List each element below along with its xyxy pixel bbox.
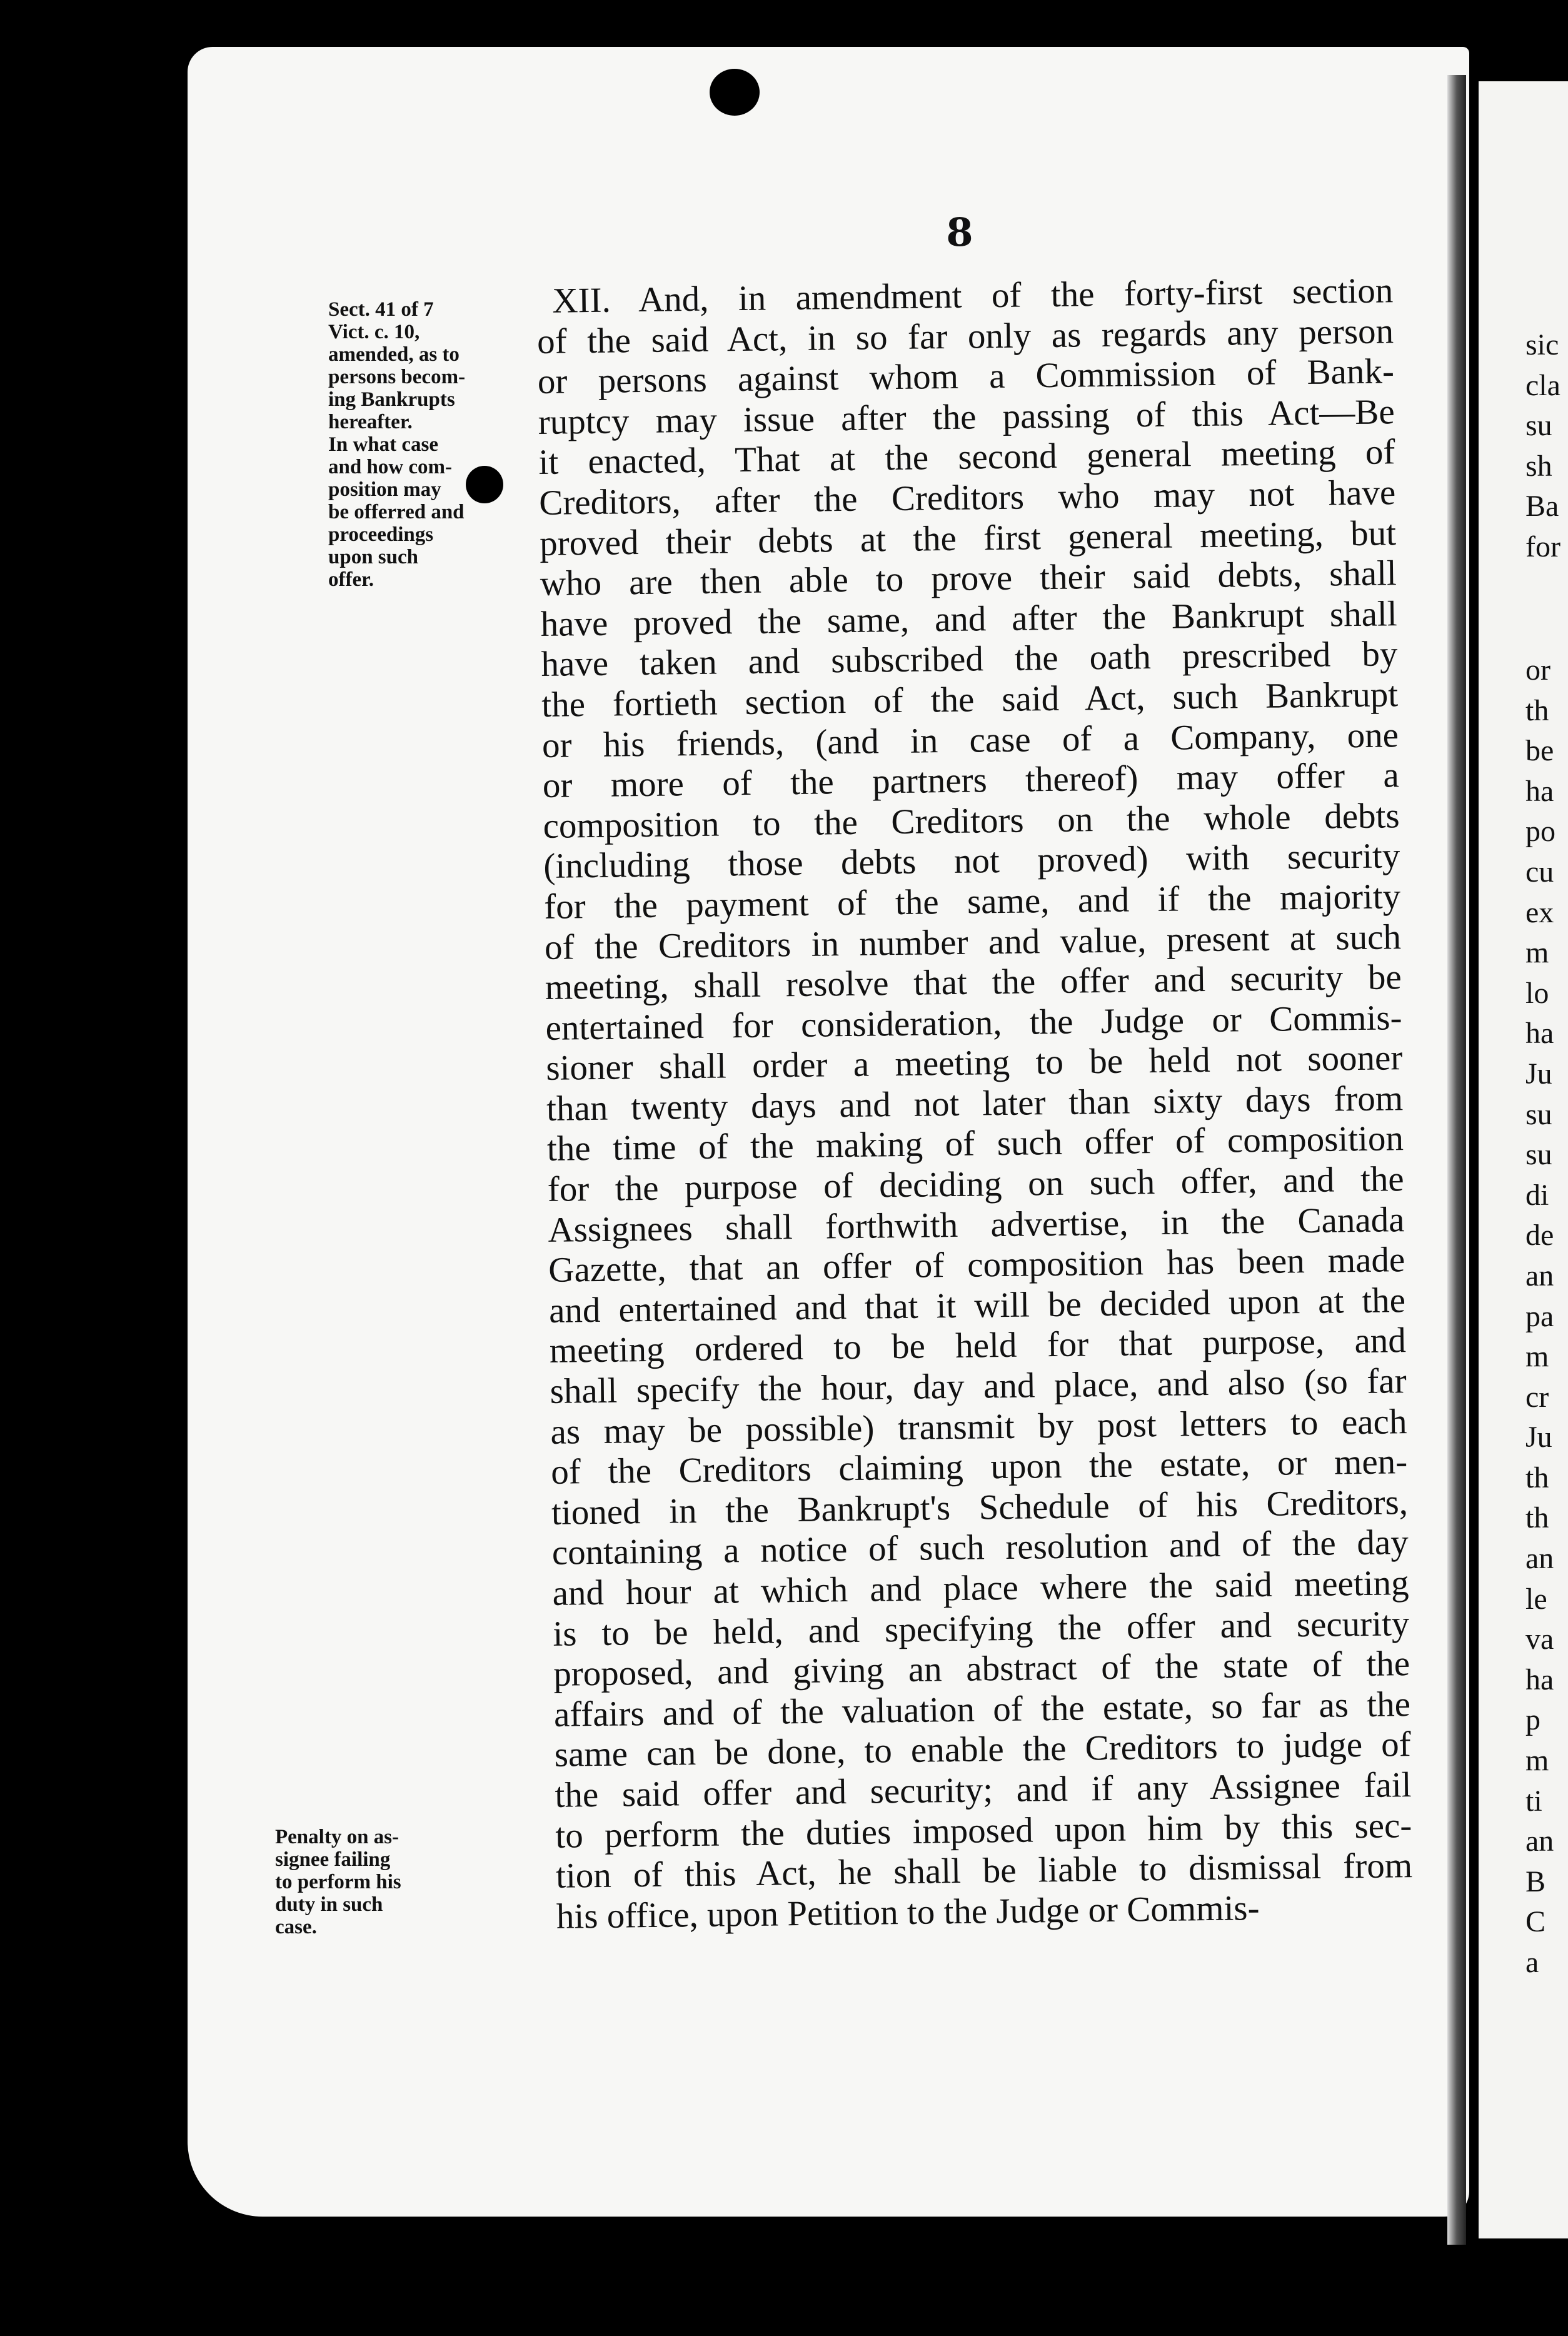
facing-fragment: su [1525,1097,1552,1131]
page-gutter [1447,75,1466,2245]
facing-fragment: su [1525,409,1552,443]
sidenote-line: signee failing [275,1848,391,1871]
body-line: Assignees shall forthwith advertise, in the Canada [548,1199,1405,1250]
facing-fragment: or [1525,653,1550,687]
facing-fragment: a [1525,1946,1539,1979]
body-line: have taken and subscribed the oath prescribed by [541,634,1398,685]
body-line: who are then able to prove their said debts, shall [540,553,1397,604]
body-line: as may be possible) transmit by post letters to each [550,1401,1407,1452]
facing-page-text-lower [1525,650,1555,1983]
body-line: or more of the partners thereof) may offer a [542,755,1400,806]
body-line: and entertained and that it will be decided upon at the [548,1280,1406,1331]
facing-fragment: m [1525,1744,1549,1778]
body-line: and hour at which and place where the said meeting [552,1563,1409,1613]
facing-fragment: m [1525,1340,1549,1374]
body-line: is to be held, and specifying the offer and security [553,1603,1410,1654]
facing-fragment: Ju [1525,1421,1552,1454]
facing-fragment: di [1525,1178,1549,1212]
facing-fragment: p [1525,1703,1540,1737]
body-line: tion of this Act, he shall be liable to dismissal from [555,1846,1413,1896]
body-line: the said offer and security; and if any Assignee fail [555,1765,1412,1815]
facing-fragment: an [1525,1825,1554,1858]
body-line: sioner shall order a meeting to be held not sooner [545,1038,1403,1089]
sidenote-line: In what case [328,433,439,456]
facing-fragment: th [1525,693,1549,727]
body-line: proved their debts at the first general meeting, but [539,513,1397,563]
facing-fragment: cr [1525,1380,1549,1414]
section-xii-body [536,271,1413,1937]
sidenote-line: hereafter. [328,411,413,433]
facing-fragment: for [1525,530,1560,563]
body-line: affairs and of the valuation of the estate, so far as the [553,1684,1411,1734]
facing-fragment: va [1525,1623,1554,1656]
body-line: meeting, shall resolve that the offer and security be [545,957,1402,1008]
body-line: it enacted, That at the second general meeting of [538,432,1395,483]
sidenote-line: persons becom- [328,366,466,388]
binding-hole-margin [466,466,503,503]
facing-fragment: C [1525,1905,1546,1939]
body-line: shall specify the hour, day and place, and also (so far [550,1361,1407,1411]
facing-fragment: de [1525,1219,1554,1252]
facing-fragment: cla [1525,368,1560,402]
body-line: for the purpose of deciding on such offer, and the [547,1159,1405,1209]
facing-fragment: m [1525,936,1549,970]
facing-fragment: an [1525,1542,1554,1576]
body-line: the fortieth section of the said Act, such Bankrupt [541,675,1399,725]
body-line: the time of the making of such offer of composition [546,1119,1404,1169]
body-line: or persons against whom a Commission of Bank- [537,351,1395,402]
facing-fragment: lo [1525,976,1549,1010]
sidenote-line: Sect. 41 of 7 [328,298,434,321]
facing-fragment: sic [1525,328,1559,361]
sidenote-line: amended, as to [328,343,460,366]
facing-fragment: be [1525,734,1554,768]
body-line: (including those debts not proved) with security [543,836,1400,887]
body-line: of the Creditors in number and value, present at such [544,917,1402,967]
sidenote-line: position may [328,478,441,501]
binding-hole-top [710,69,760,116]
facing-fragment: le [1525,1582,1547,1616]
facing-fragment: cu [1525,855,1554,889]
body-line: proposed, and giving an abstract of the state of the [553,1644,1410,1694]
sidenote-line: offer. [328,568,374,591]
body-line: to perform the duties imposed upon him by this sec- [555,1805,1412,1856]
sidenote-line: case. [275,1916,317,1938]
sidenote-section-41 [328,298,465,591]
body-line: of the Creditors claiming upon the estate, or men- [550,1442,1408,1493]
facing-fragment: an [1525,1259,1554,1292]
body-line: or his friends, (and in case of a Company, one [541,715,1399,765]
sidenote-line: to perform his [275,1871,401,1893]
body-line: Creditors, after the Creditors who may not have [538,473,1396,523]
facing-fragment: ha [1525,774,1554,808]
sidenote-line: ing Bankrupts [328,388,455,411]
sidenote-penalty [275,1826,401,1938]
body-line: than twenty days and not later than sixty days from [546,1079,1404,1129]
facing-fragment: Ba [1525,490,1559,523]
facing-fragment: th [1525,1461,1549,1494]
sidenote-line: and how com- [328,456,453,478]
body-line: tioned in the Bankrupt's Schedule of his Creditors, [551,1482,1409,1533]
facing-fragment: ha [1525,1017,1554,1050]
page-number: 8 [946,209,973,255]
body-line: meeting ordered to be held for that purpose, and [549,1321,1407,1371]
body-line: for the payment of the same, and if the majority [543,877,1401,927]
facing-page-text-top [1525,325,1560,568]
facing-fragment: Ju [1525,1057,1552,1090]
sidenote-line: proceedings [328,523,434,546]
body-line: Gazette, that an offer of composition has been made [548,1240,1405,1291]
sidenote-line: be offerred and [328,501,465,523]
facing-fragment: pa [1525,1299,1554,1333]
facing-fragment: ex [1525,895,1554,929]
sidenote-line: duty in such [275,1893,383,1916]
sidenote-line: Penalty on as- [275,1826,399,1848]
body-line: containing a notice of such resolution and of the day [551,1523,1409,1573]
facing-fragment: po [1525,815,1555,848]
body-line: same can be done, to enable the Creditors to judge of [554,1724,1412,1775]
body-line: XII. And, in amendment of the forty-first section [551,271,1394,321]
facing-fragment: ti [1525,1784,1542,1818]
facing-fragment: sh [1525,449,1552,483]
body-line: of the said Act, in so far only as regards any person [536,311,1394,361]
sidenote-line: Vict. c. 10, [328,321,420,343]
facing-fragment: su [1525,1138,1552,1172]
body-line: his office, upon Petition to the Judge or Commis- [556,1888,1260,1936]
body-line: ruptcy may issue after the passing of this Act—Be [538,392,1395,442]
facing-fragment: ha [1525,1663,1554,1696]
sidenote-line: upon such [328,546,419,568]
body-line: have proved the same, and after the Bankrupt shall [540,593,1397,644]
body-line: entertained for consideration, the Judge or Commis- [545,997,1402,1048]
facing-fragment: th [1525,1501,1549,1535]
facing-fragment: B [1525,1865,1546,1898]
body-line: composition to the Creditors on the whole debts [543,795,1400,846]
